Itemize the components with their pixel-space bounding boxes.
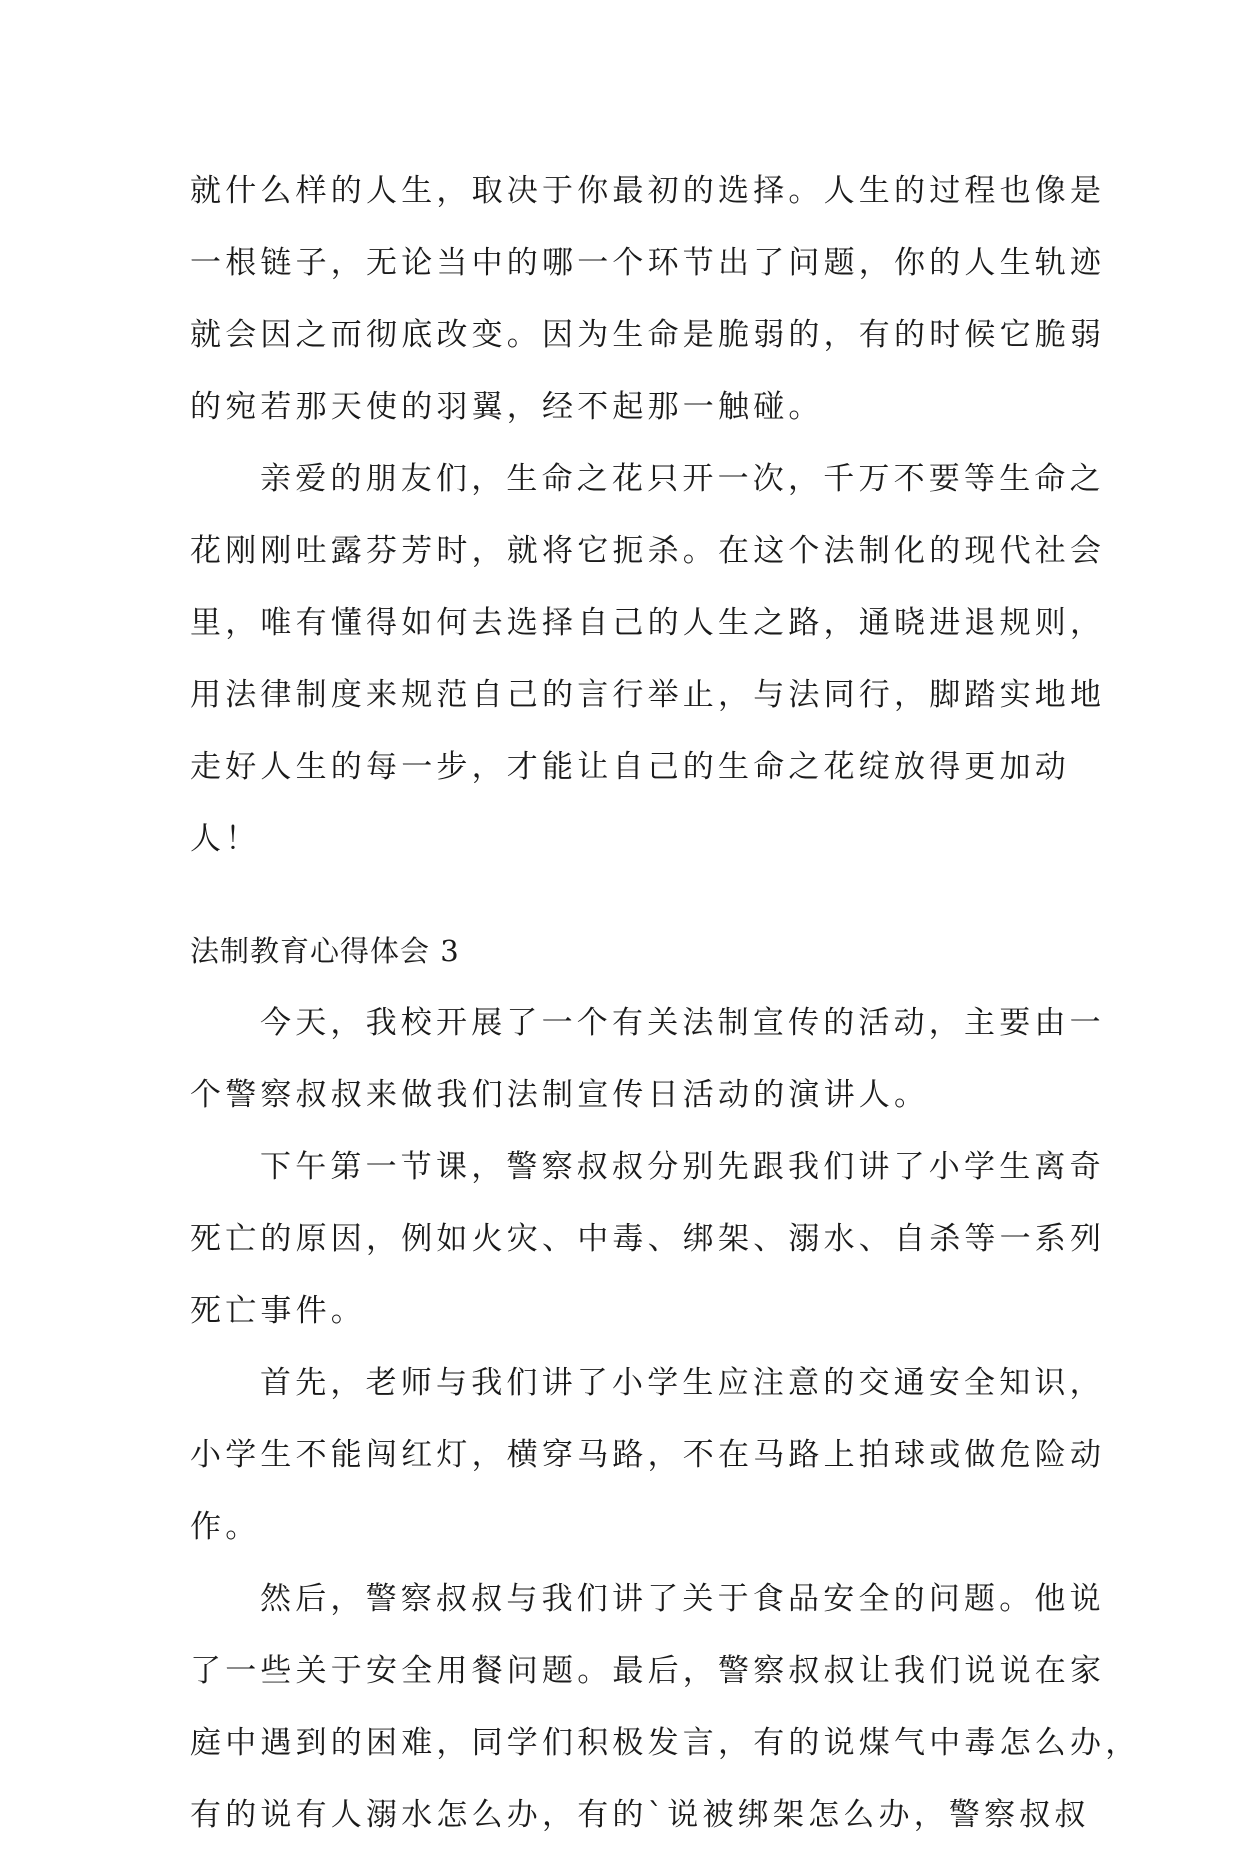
paragraph-4 xyxy=(190,1131,1106,1347)
text-line: 里，唯有懂得如何去选择自己的人生之路，通晓进退规则， xyxy=(190,605,1106,641)
text-line: 就会因之而彻底改变。因为生命是脆弱的，有的时候它脆弱 xyxy=(190,317,1106,353)
paragraph-3 xyxy=(190,987,1105,1131)
text-line: 就什么样的人生，取决于你最初的选择。人生的过程也像是 xyxy=(190,173,1106,209)
text-line: 一根链子，无论当中的哪一个环节出了问题，你的人生轨迹 xyxy=(190,245,1106,281)
paragraph-1 xyxy=(190,155,1106,443)
text-line: 作。 xyxy=(190,1509,261,1545)
text-line: 人！ xyxy=(190,821,261,857)
paragraph-6 xyxy=(190,1563,1141,1851)
text-line: 今天，我校开展了一个有关法制宣传的活动，主要由一 xyxy=(260,1005,1105,1041)
paragraph-5 xyxy=(190,1347,1106,1563)
text-line: 走好人生的每一步，才能让自己的生命之花绽放得更加动 xyxy=(190,749,1070,785)
text-line: 下午第一节课，警察叔叔分别先跟我们讲了小学生离奇 xyxy=(260,1149,1105,1185)
text-line: 庭中遇到的困难，同学们积极发言，有的说煤气中毒怎么办， xyxy=(190,1725,1141,1761)
text-line: 死亡的原因，例如火灾、中毒、绑架、溺水、自杀等一系列 xyxy=(190,1221,1106,1257)
text-line: 有的说有人溺水怎么办，有的`说被绑架怎么办，警察叔叔 xyxy=(190,1797,1090,1833)
text-line: 了一些关于安全用餐问题。最后，警察叔叔让我们说说在家 xyxy=(190,1653,1106,1689)
section-heading: 法制教育心得体会 3 xyxy=(190,934,460,968)
text-line: 用法律制度来规范自己的言行举止，与法同行，脚踏实地地 xyxy=(190,677,1106,713)
text-line: 首先，老师与我们讲了小学生应注意的交通安全知识， xyxy=(260,1365,1105,1401)
text-line: 个警察叔叔来做我们法制宣传日活动的演讲人。 xyxy=(190,1077,930,1113)
text-line: 死亡事件。 xyxy=(190,1293,366,1329)
document-page xyxy=(190,155,1141,1851)
text-line: 的宛若那天使的羽翼，经不起那一触碰。 xyxy=(190,389,824,425)
text-line: 花刚刚吐露芬芳时，就将它扼杀。在这个法制化的现代社会 xyxy=(190,533,1106,569)
text-line: 亲爱的朋友们，生命之花只开一次，千万不要等生命之 xyxy=(260,461,1105,497)
paragraph-2 xyxy=(190,443,1106,875)
spacer xyxy=(190,875,1050,915)
text-line: 然后，警察叔叔与我们讲了关于食品安全的问题。他说 xyxy=(260,1581,1105,1617)
text-line: 小学生不能闯红灯，横穿马路，不在马路上拍球或做危险动 xyxy=(190,1437,1106,1473)
